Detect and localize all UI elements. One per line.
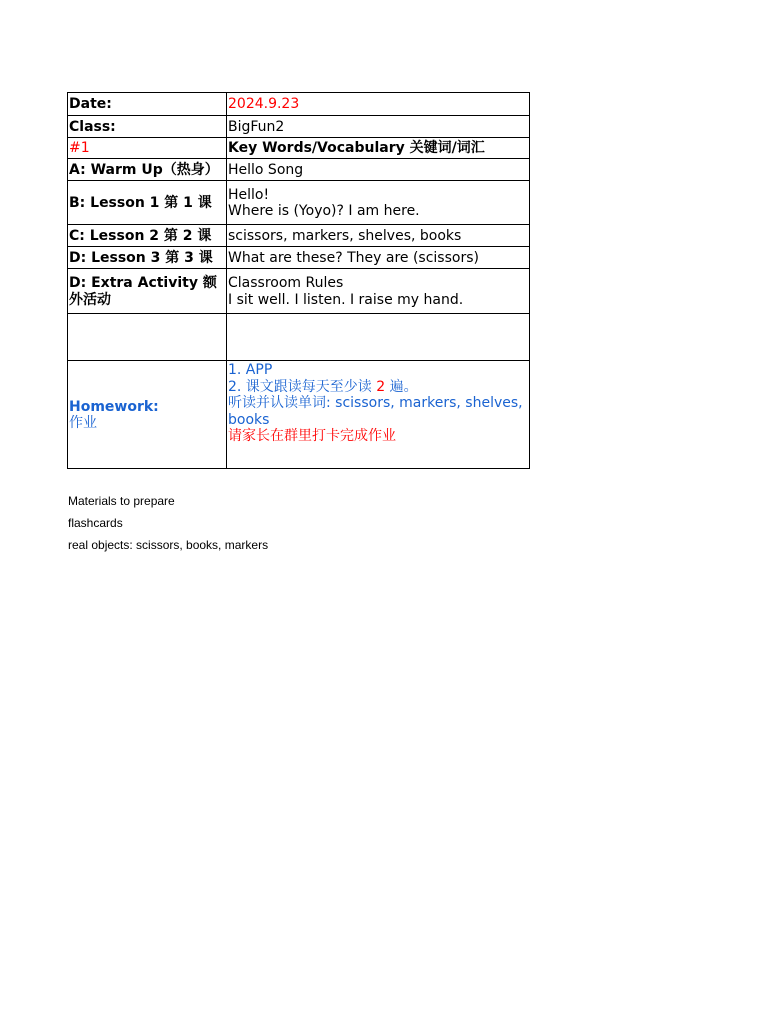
class-label: Class: <box>68 116 227 138</box>
table-row-lesson-1 <box>68 181 530 225</box>
lesson-1-line-1: Hello! <box>228 186 270 203</box>
lesson-3-label: D: Lesson 3 第 3 课 <box>68 247 227 269</box>
extra-activity-line-1: Classroom Rules <box>228 275 344 291</box>
materials-heading: Materials to prepare <box>68 494 175 508</box>
homework-line-3: 听读并认读单词: scissors, markers, shelves, books <box>228 395 523 428</box>
extra-activity-content <box>227 269 530 314</box>
lesson-3-value: What are these? They are (scissors) <box>227 247 530 269</box>
homework-line-2 <box>228 379 528 396</box>
homework-line-2-post: 遍。 <box>389 378 418 395</box>
lesson-2-value: scissors, markers, shelves, books <box>227 225 530 247</box>
section-number: #1 <box>68 138 227 159</box>
table-row-homework <box>68 361 530 469</box>
table-row-class <box>68 116 530 138</box>
key-words-heading: Key Words/Vocabulary 关键词/词汇 <box>227 138 530 159</box>
table-row-lesson-3 <box>68 247 530 269</box>
materials-item: flashcards <box>68 516 123 530</box>
lesson-1-label: B: Lesson 1 第 1 课 <box>68 181 227 225</box>
warm-up-label: A: Warm Up（热身） <box>68 159 227 181</box>
lesson-plan-table <box>67 92 530 469</box>
date-value: 2024.9.23 <box>227 93 530 116</box>
materials-item: real objects: scissors, books, markers <box>68 538 269 552</box>
homework-line-1: 1. APP <box>228 362 273 378</box>
table-row-header <box>68 138 530 159</box>
empty-cell <box>68 314 227 361</box>
extra-activity-line-2: I sit well. I listen. I raise my hand. <box>228 291 464 308</box>
table-row-extra-activity <box>68 269 530 314</box>
class-value: BigFun2 <box>227 116 530 138</box>
homework-label: Homework: <box>69 398 159 415</box>
homework-label-sub: 作业 <box>69 415 97 431</box>
lesson-2-label: C: Lesson 2 第 2 课 <box>68 225 227 247</box>
homework-line-4: 请家长在群里打卡完成作业 <box>228 428 396 444</box>
table-row-lesson-2 <box>68 225 530 247</box>
materials-section <box>68 490 268 556</box>
table-row-empty <box>68 314 530 361</box>
extra-activity-label: D: Extra Activity 额外活动 <box>68 269 227 314</box>
homework-line-2-num: 2 <box>376 378 386 395</box>
table-row-date <box>68 93 530 116</box>
warm-up-value: Hello Song <box>227 159 530 181</box>
empty-cell <box>227 314 530 361</box>
homework-content <box>227 361 530 469</box>
homework-line-2-pre: 2. 课文跟读每天至少读 <box>228 378 372 395</box>
table-row-warm-up <box>68 159 530 181</box>
lesson-1-line-2: Where is (Yoyo)? I am here. <box>228 203 420 219</box>
lesson-1-content <box>227 181 530 225</box>
homework-label-cell <box>68 361 227 469</box>
date-label: Date: <box>68 93 227 116</box>
